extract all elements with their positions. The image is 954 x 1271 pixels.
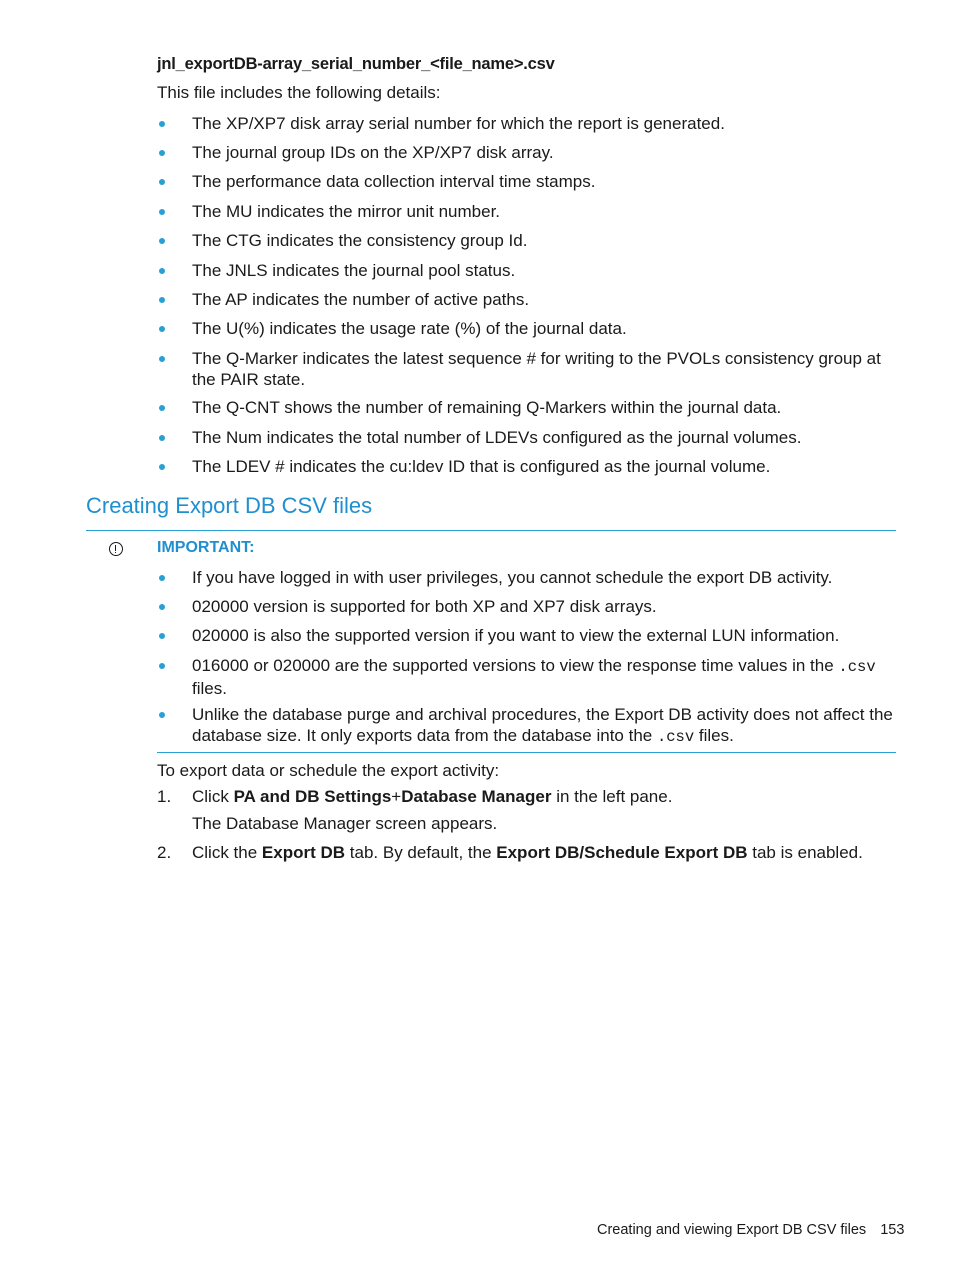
bullet-dot-icon xyxy=(159,712,165,718)
code-csv: .csv xyxy=(838,658,876,676)
bullet-dot-icon xyxy=(159,663,165,669)
bullet-dot-icon xyxy=(159,356,165,362)
bullet-dot-icon xyxy=(159,297,165,303)
tab-name-export-db: Export DB xyxy=(261,843,346,862)
bullet-dot-icon xyxy=(159,604,165,610)
step-number: 1. xyxy=(157,787,172,806)
code-csv: .csv xyxy=(656,728,695,746)
intro-text: This file includes the following details: xyxy=(157,83,441,102)
section-title: Creating Export DB CSV files xyxy=(86,493,373,518)
bullet-dot-icon xyxy=(159,464,165,470)
important-label: IMPORTANT: xyxy=(157,539,255,556)
bullet-dot-icon xyxy=(159,268,165,274)
section-divider xyxy=(86,530,896,531)
step-text: Click PA and DB Settings+Database Manager in the left pane. xyxy=(192,787,673,806)
steps-intro: To export data or schedule the export activity: xyxy=(157,761,500,780)
bullet-dot-icon xyxy=(159,179,165,185)
important-divider xyxy=(157,752,896,753)
tab-name-schedule-export-db: Export DB/Schedule Export DB xyxy=(496,843,748,862)
step-text: Click the Export DB tab. By default, the Export DB/Schedule Export DB tab is enabled. xyxy=(192,843,863,862)
file-name-heading: jnl_exportDB-array_serial_number_<file_name>.csv xyxy=(157,55,555,73)
step-result: The Database Manager screen appears. xyxy=(192,814,498,833)
page-footer xyxy=(597,1222,904,1238)
menu-path-pa-db-settings: PA and DB Settings xyxy=(233,787,392,806)
step-number: 2. xyxy=(157,843,172,862)
bullet-dot-icon xyxy=(159,633,165,639)
bullet-dot-icon xyxy=(159,575,165,581)
bullet-dot-icon xyxy=(159,435,165,441)
bullet-dot-icon xyxy=(159,326,165,332)
bullet-dot-icon xyxy=(159,121,165,127)
important-exclamation-icon xyxy=(109,542,123,556)
footer-chapter: Creating and viewing Export DB CSV files xyxy=(597,1222,867,1238)
bullet-dot-icon xyxy=(159,150,165,156)
menu-path-database-manager: Database Manager xyxy=(401,787,552,806)
bullet-dot-icon xyxy=(159,209,165,215)
bullet-dot-icon xyxy=(159,238,165,244)
bullet-dot-icon xyxy=(159,405,165,411)
page-number: 153 xyxy=(880,1222,905,1238)
